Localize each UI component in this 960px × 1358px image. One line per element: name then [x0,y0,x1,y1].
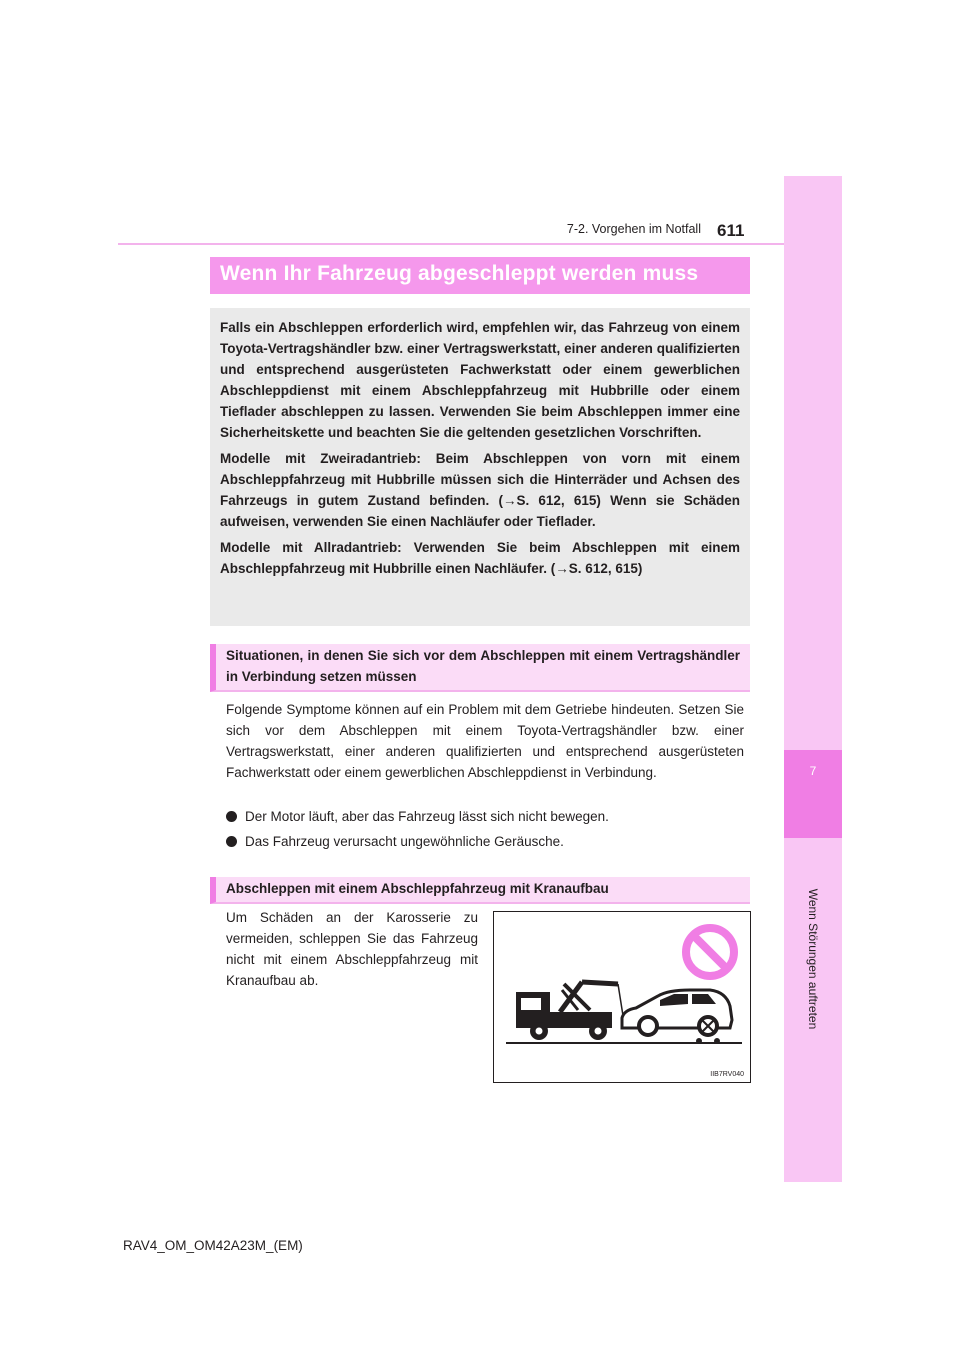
section-heading-crane [210,877,750,904]
intro-paragraph: Modelle mit Allradantrieb: Verwenden Sie beim Abschleppen mit einem Abschleppfahrzeug mit Hubbrille einen Nachläufer. (→S. 612, 615) [220,540,740,576]
page-title-bar [210,257,750,294]
footer-model-code: RAV4_OM_OM42A23M_(EM) [123,1238,303,1253]
header-rule [118,243,784,245]
chapter-number: 7 [809,764,817,778]
tow-truck-icon [516,982,624,1040]
figure-code: IIB7RV040 [710,1071,744,1078]
section-paragraph: Folgende Symptome können auf ein Problem mit dem Getriebe hindeuten. Setzen Sie sich vor dem Abschleppen mit einem Toyota-Vertragshändler bzw. einer Vertragswerkstatt, einer anderen qualifizierten und entsprechend ausgerüsteten Fachwerkstatt oder einem gewerblichen Abschleppdienst in Verbindung. [226,702,744,780]
chapter-title: Wenn Störungen auftreten [806,888,820,1030]
intro-paragraph: Falls ein Abschleppen erforderlich wird, empfehlen wir, das Fahrzeug von einem Toyota-Vertragshändler bzw. einer Vertragswerkstatt, einer anderen qualifizierten und entsprechend ausgerüsteten Fachwerkstatt oder einem gewerblichen Abschleppdienst mit einem Abschleppfahrzeug mit Hubbrille oder einem Tieflader abschleppen zu lassen. Verwenden Sie beim Abschleppen immer eine Sicherheitskette und beachten Sie die geltenden gesetzlichen Vorschriften. [220,320,740,440]
section-paragraph: Um Schäden an der Karosserie zu vermeiden, schleppen Sie das Fahrzeug nicht mit einem Abschleppfahrzeug mit Kranaufbau ab. [226,910,478,988]
prohibition-slash [693,935,727,969]
list-item-text: Der Motor läuft, aber das Fahrzeug lässt sich nicht bewegen. [245,809,609,824]
intro-paragraph: Modelle mit Zweiradantrieb: Beim Abschleppen von vorn mit einem Abschleppfahrzeug mit Hubbrille müssen sich die Hinterräder und Achsen des Fahrzeugs in gutem Zustand befinden. (→S. 612, 615) Wenn sie Schäden aufweisen, verwenden Sie einen Nachläufer oder Tieflader. [220,451,740,529]
suv-icon [622,990,732,1044]
section-label: 7-2. Vorgehen im Notfall [566,222,701,236]
section-heading-text: Situationen, in denen Sie sich vor dem Abschleppen mit einem Vertragshändler in Verbindung setzen müssen [226,648,740,684]
bullet-icon [226,811,237,822]
list-item [226,831,564,852]
intro-box [210,308,750,626]
crane-tow-illustration [493,911,751,1083]
page-number: 611 [717,221,745,240]
list-item [226,806,609,827]
crane-tow-drawing [494,912,750,1082]
list-item-text: Das Fahrzeug verursacht ungewöhnliche Geräusche. [245,834,564,849]
section-heading-text: Abschleppen mit einem Abschleppfahrzeug mit Kranaufbau [226,881,609,896]
section-heading-dealer [210,644,750,692]
page-title: Wenn Ihr Fahrzeug abgeschleppt werden muss [220,262,699,285]
bullet-icon [226,836,237,847]
